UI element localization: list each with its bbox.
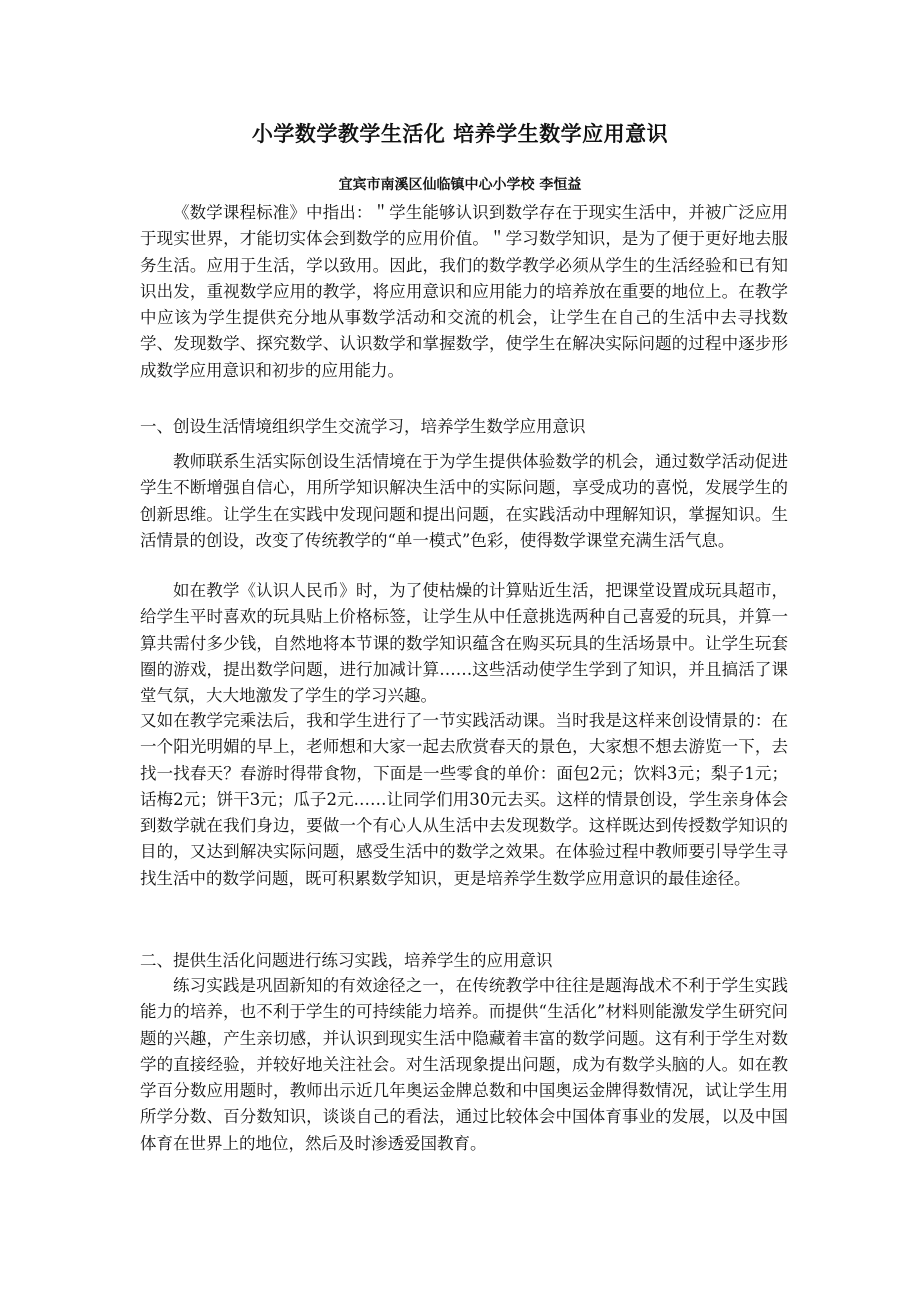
document-title: 小学数学教学生活化 培养学生数学应用意识 (251, 122, 669, 146)
section-2-heading: 二、提供生活化问题进行练习实践，培养学生的应用意识 (140, 951, 553, 970)
section-1-heading: 一、创设生活情境组织学生交流学习，培养学生数学应用意识 (140, 417, 586, 436)
intro-paragraph: 《数学课程标准》中指出：＂学生能够认识到数学存在于现实生活中，并被广泛应用于现实世界，才能切实体会到数学的应用价值。＂学习数学知识，是为了便于更好地去服务生活。应用于生活，学以致用。因此，我们的数学教学必须从学生的生活经验和已有知识出发，重视数学应用的教学，将应用意识和应用能力的培养放在重要的地位上。在教学中应该为学生提供充分地从事数学活动和交流的机会，让学生在自己的生活中去寻找数学、发现数学、探究数学、认识数学和掌握数学，使学生在解决实际问题的过程中逐步形成数学应用意识和初步的应用能力。 (140, 203, 788, 380)
section-1-paragraph-2: 如在教学《认识人民币》时，为了使枯燥的计算贴近生活，把课堂设置成玩具超市，给学生平时喜欢的玩具贴上价格标签，让学生从中任意挑选两种自己喜爱的玩具，并算一算共需付多少钱，自然地将本节课的数学知识蕴含在购买玩具的生活场景中。让学生玩套圈的游戏，提出数学问题，进行加减计算……这些活动使学生学到了知识，并且搞活了课堂气氛，大大地激发了学生的学习兴趣。 (140, 581, 788, 706)
section-1-paragraph-3: 又如在教学完乘法后，我和学生进行了一节实践活动课。当时我是这样来创设情景的：在一个阳光明媚的早上，老师想和大家一起去欣赏春天的景色，大家想不想去游览一下，去找一找春天？春游时得带食物，下面是一些零食的单价：面包2元；饮料3元；梨子1元；话梅2元；饼干3元；瓜子2元……让同学们用30元去买。这样的情景创设，学生亲身体会到数学就在我们身边，要做一个有心人从生活中去发现数学。这样既达到传授数学知识的目的，又达到解决实际问题，感受生活中的数学之效果。在体验过程中教师要引导学生寻找生活中的数学问题，既可积累数学知识，更是培养学生数学应用意识的最佳途径。 (140, 711, 788, 888)
section-1-paragraph-1: 教师联系生活实际创设生活情境在于为学生提供体验数学的机会，通过数学活动促进学生不断增强自信心，用所学知识解决生活中的实际问题，享受成功的喜悦，发展学生的创新思维。让学生在实践中发现问题和提出问题，在实践活动中理解知识，掌握知识。生活情景的创设，改变了传统教学的“单一模式”色彩，使得数学课堂充满生活气息。 (140, 452, 788, 550)
section-2-paragraph-1: 练习实践是巩固新知的有效途径之一，在传统教学中往往是题海战术不利于学生实践能力的培养，也不利于学生的可持续能力培养。而提供“生活化”材料则能激发学生研究问题的兴趣，产生亲切感，并认识到现实生活中隐藏着丰富的数学问题。这有利于学生对数学的直接经验，并较好地关注社会。对生活现象提出问题，成为有数学头脑的人。如在教学百分数应用题时，教师出示近几年奥运金牌总数和中国奥运金牌得数情况，试让学生用所学分数、百分数知识，谈谈自己的看法，通过比较体会中国体育事业的发展，以及中国体育在世界上的地位，然后及时渗透爱国教育。 (140, 976, 788, 1153)
document-author: 宜宾市南溪区仙临镇中心小学校 李恒益 (338, 177, 582, 193)
